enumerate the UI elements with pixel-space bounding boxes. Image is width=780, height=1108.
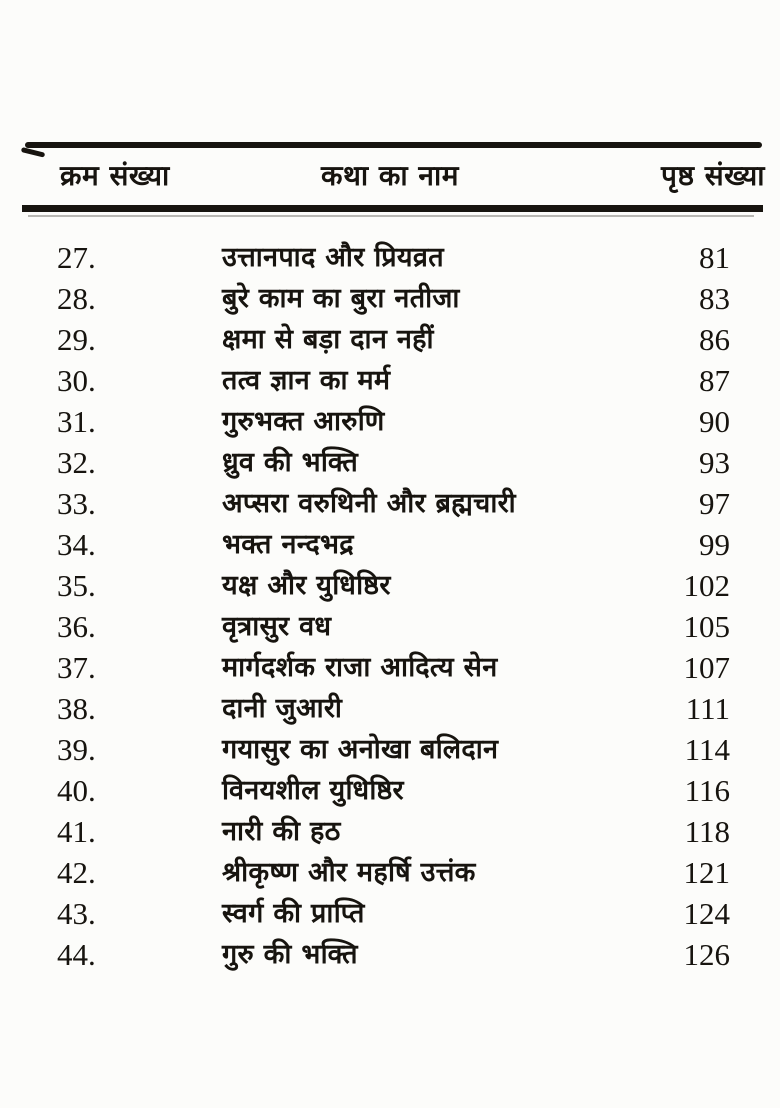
table-row — [0, 934, 780, 975]
row-page: 114 — [684, 732, 730, 767]
row-title: उत्तानपाद और प्रियव्रत — [222, 242, 444, 273]
row-serial: 33. — [57, 486, 96, 521]
row-page: 116 — [684, 773, 730, 808]
table-row — [0, 688, 780, 729]
table-row — [0, 360, 780, 401]
row-serial: 39. — [57, 732, 96, 767]
row-page: 99 — [699, 527, 730, 562]
column-header-page-number: पृष्ठ संख्या — [661, 159, 765, 192]
row-page: 81 — [699, 240, 730, 275]
row-serial: 43. — [57, 896, 96, 931]
row-title: तत्व ज्ञान का मर्म — [222, 365, 391, 396]
row-page: 107 — [683, 650, 730, 685]
row-serial: 35. — [57, 568, 96, 603]
row-serial: 28. — [57, 281, 96, 316]
row-serial: 27. — [57, 240, 96, 275]
table-row — [0, 647, 780, 688]
row-serial: 37. — [57, 650, 96, 685]
header-top-rule — [25, 142, 762, 148]
row-serial: 29. — [57, 322, 96, 357]
row-serial: 30. — [57, 363, 96, 398]
table-row — [0, 565, 780, 606]
row-serial: 40. — [57, 773, 96, 808]
column-header-serial: क्रम संख्या — [60, 159, 170, 192]
row-title: विनयशील युधिष्ठिर — [222, 775, 404, 806]
row-title: यक्ष और युधिष्ठिर — [222, 570, 391, 601]
row-page: 124 — [683, 896, 730, 931]
row-serial: 38. — [57, 691, 96, 726]
header-bottom-rule — [22, 205, 763, 212]
row-page: 87 — [699, 363, 730, 398]
row-serial: 34. — [57, 527, 96, 562]
row-page: 118 — [684, 814, 730, 849]
row-title: वृत्रासुर वध — [222, 611, 332, 642]
row-page: 86 — [699, 322, 730, 357]
row-title: गयासुर का अनोखा बलिदान — [222, 734, 499, 765]
row-title: मार्गदर्शक राजा आदित्य सेन — [222, 652, 498, 683]
row-title: दानी जुआरी — [222, 693, 343, 724]
row-serial: 42. — [57, 855, 96, 890]
row-serial: 41. — [57, 814, 96, 849]
table-row — [0, 811, 780, 852]
table-row — [0, 524, 780, 565]
row-page: 90 — [699, 404, 730, 439]
row-page: 83 — [699, 281, 730, 316]
row-page: 126 — [683, 937, 730, 972]
row-page: 102 — [683, 568, 730, 603]
row-title: श्रीकृष्ण और महर्षि उत्तंक — [222, 857, 476, 888]
row-serial: 31. — [57, 404, 96, 439]
table-row — [0, 442, 780, 483]
table-row — [0, 852, 780, 893]
row-title: ध्रुव की भक्ति — [222, 447, 359, 478]
table-row — [0, 319, 780, 360]
column-header-story-name: कथा का नाम — [321, 159, 459, 192]
row-page: 97 — [699, 486, 730, 521]
table-row — [0, 483, 780, 524]
row-page: 105 — [683, 609, 730, 644]
table-row — [0, 278, 780, 319]
row-serial: 36. — [57, 609, 96, 644]
table-row — [0, 401, 780, 442]
row-title: गुरुभक्त आरुणि — [222, 406, 385, 437]
row-serial: 32. — [57, 445, 96, 480]
row-page: 121 — [683, 855, 730, 890]
table-row — [0, 606, 780, 647]
row-title: बुरे काम का बुरा नतीजा — [222, 283, 460, 314]
row-title: गुरु की भक्ति — [222, 939, 358, 970]
row-title: अप्सरा वरुथिनी और ब्रह्मचारी — [222, 488, 516, 519]
row-title: स्वर्ग की प्राप्ति — [222, 898, 365, 929]
row-title: नारी की हठ — [222, 816, 341, 847]
row-page: 111 — [685, 691, 730, 726]
row-page: 93 — [699, 445, 730, 480]
row-serial: 44. — [57, 937, 96, 972]
table-row — [0, 237, 780, 278]
table-row — [0, 893, 780, 934]
table-row — [0, 770, 780, 811]
toc-rows — [0, 237, 780, 975]
row-title: क्षमा से बड़ा दान नहीं — [222, 324, 434, 355]
table-row — [0, 729, 780, 770]
row-title: भक्त नन्दभद्र — [222, 529, 354, 560]
